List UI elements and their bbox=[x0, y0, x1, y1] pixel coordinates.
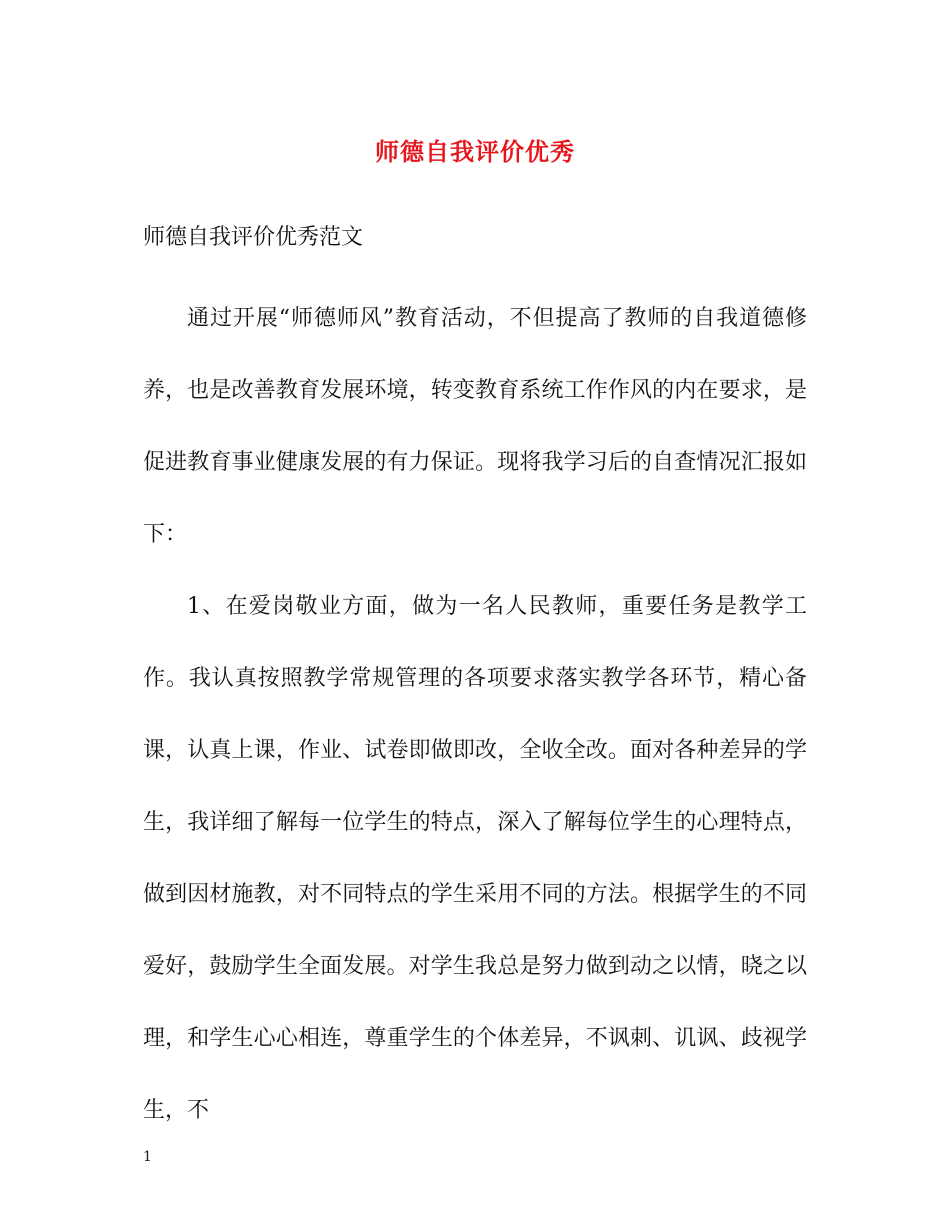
document-subtitle: 师德自我评价优秀范文 bbox=[143, 225, 364, 250]
document-title: 师德自我评价优秀 bbox=[375, 137, 575, 166]
document-body bbox=[143, 283, 807, 1147]
page-number: 1 bbox=[143, 1149, 152, 1165]
paragraph-point-1: 1、在爱岗敬业方面，做为一名人民教师，重要任务是教学工作。我认真按照教学常规管理的各项要求落实教学各环节，精心备课，认真上课，作业、试卷即做即改，全收全改。面对各种差异的学生，我详细了解每一位学生的特点，深入了解每位学生的心理特点，做到因材施教，对不同特点的学生采用不同的方法。根据学生的不同爱好，鼓励学生全面发展。对学生我总是努力做到动之以情，晓之以理，和学生心心相连，尊重学生的个体差异，不讽刺、讥讽、歧视学生，不 bbox=[143, 594, 807, 1123]
paragraph-intro: 通过开展“师德师风”教育活动，不但提高了教师的自我道德修养，也是改善教育发展环境，转变教育系统工作作风的内在要求，是促进教育事业健康发展的有力保证。现将我学习后的自查情况汇报如下： bbox=[143, 306, 807, 547]
